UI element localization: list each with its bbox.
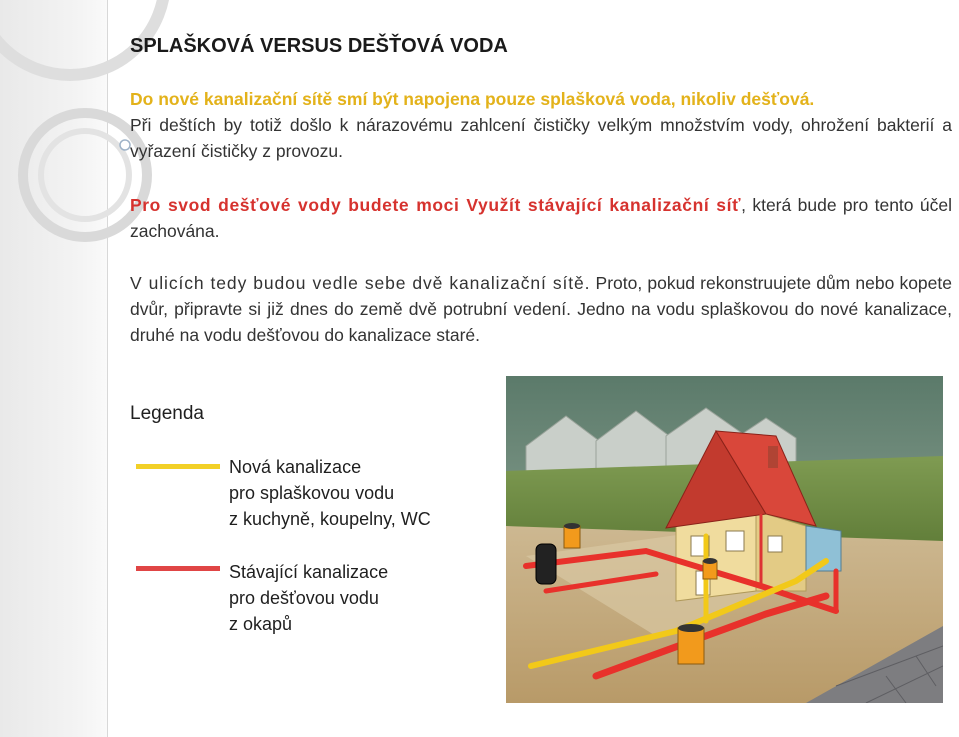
paragraph-3 [130,270,952,348]
legend-title: Legenda [130,403,204,424]
paragraph-3-text: Proto, pokud rekonstruujete dům nebo kopete dvůr, připravte si již dnes do země dvě potrubní vedení. Jedno na vodu splaškovou do nové kanalizace, druhé na vodu dešťovou do kanalizace staré. [130,273,952,345]
paragraph-1-highlight: Do nové kanalizační sítě smí být napojena pouze splašková voda, nikoliv dešťová. [130,89,815,109]
legend-text-new [229,454,431,532]
paragraph-2 [130,192,952,244]
ring-inner [41,131,129,219]
paragraph-1 [130,86,952,164]
legend-old-line: z okapů [229,614,293,634]
legend-text-old [229,559,388,637]
legend-new-line: Nová kanalizace [229,457,362,477]
legend-swatch-new [136,464,220,469]
page-title: SPLAŠKOVÁ VERSUS DEŠŤOVÁ VODA [130,35,508,57]
paragraph-2-highlight: Pro svod dešťové vody budete moci Využít stávající kanalizační síť [130,195,742,215]
paragraph-1-text: Při deštích by totiž došlo k nárazovému zahlcení čističky velkým množstvím vody, ohrožení bakterií a vyřazení čističky z provozu. [130,115,952,161]
house-drainage-illustration [506,376,943,703]
legend-old-line: Stávající kanalizace [229,562,389,582]
legend-new-line: pro splaškovou vodu [229,483,395,503]
ring-dot [120,140,130,150]
paragraph-2-text: , která bude pro tento účel zachována. [130,195,953,241]
paragraph-3-lead: V ulicích tedy budou vedle sebe dvě kanalizační sítě. [130,273,591,293]
legend-old-line: pro dešťovou vodu [229,588,379,608]
legend-swatch-old [136,566,220,571]
legend-new-line: z kuchyně, koupelny, WC [229,509,431,529]
